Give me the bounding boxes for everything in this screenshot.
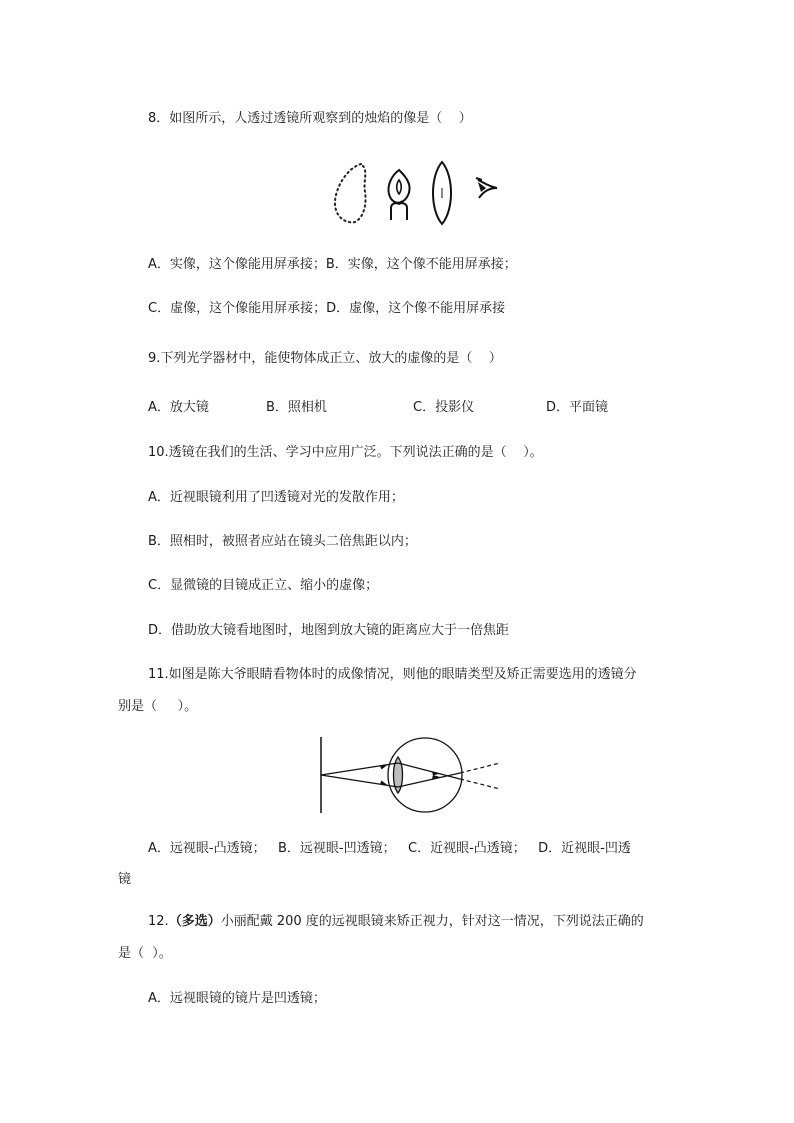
eye-icon: [476, 178, 497, 198]
q11-stem-line2: 别是（ ）。: [118, 699, 198, 714]
q10-stem: 10.透镜在我们的生活、学习中应用广泛。下列说法正确的是（ ）。: [148, 445, 543, 460]
q9-option-a: A．放大镜: [148, 400, 209, 415]
q11-options-line1: A．远视眼-凸透镜； B．远视眼-凹透镜； C．近视眼-凸透镜； D．近视眼-凹透: [148, 841, 631, 856]
eye-lens-icon: [394, 757, 403, 793]
q9-stem: 9.下列光学器材中，能使物体成正立、放大的虚像的是（ ）: [148, 351, 502, 366]
eye-ray-diagram: [318, 735, 503, 815]
q12-stem-text: 小丽配戴 200 度的远视眼镜来矫正视力，针对这一情况，下列说法正确的: [220, 914, 644, 929]
candle-icon: [388, 170, 409, 220]
q12-stem-line1: [148, 913, 644, 931]
q8-options-cd: C．虚像，这个像能用屏承接；D．虚像，这个像不能用屏承接: [148, 301, 506, 316]
q9-option-d: D．平面镜: [546, 400, 609, 415]
q10-option-a: A．近视眼镜利用了凹透镜对光的发散作用；: [148, 490, 404, 505]
q9-option-c: C．投影仪: [413, 400, 475, 415]
q11-stem-line1: 11.如图是陈大爷眼睛看物体时的成像情况，则他的眼睛类型及矫正需要选用的透镜分: [148, 667, 637, 682]
flame-image-dotted-icon: [335, 164, 366, 222]
q12-stem-line2: 是（ ）。: [118, 946, 172, 961]
q8-stem: 8．如图所示，人透过透镜所观察到的烛焰的像是（ ）: [148, 111, 472, 126]
q10-option-d: D．借助放大镜看地图时，地图到放大镜的距离应大于一倍焦距: [148, 623, 510, 638]
q9-option-b: B．照相机: [266, 400, 327, 415]
q12-multi-select-tag: （多选）: [168, 914, 221, 929]
q10-option-c: C．显微镜的目镜成正立、缩小的虚像；: [148, 578, 379, 593]
q8-options-ab: A．实像，这个像能用屏承接；B．实像，这个像不能用屏承接；: [148, 257, 517, 272]
q10-option-b: B．照相时，被照者应站在镜头二倍焦距以内；: [148, 534, 417, 549]
candle-lens-figure: [325, 158, 505, 230]
q12-number: 12.: [148, 914, 169, 929]
q12-option-a: A．远视眼镜的镜片是凹透镜；: [148, 991, 326, 1006]
q11-options-line2: 镜: [118, 872, 132, 887]
